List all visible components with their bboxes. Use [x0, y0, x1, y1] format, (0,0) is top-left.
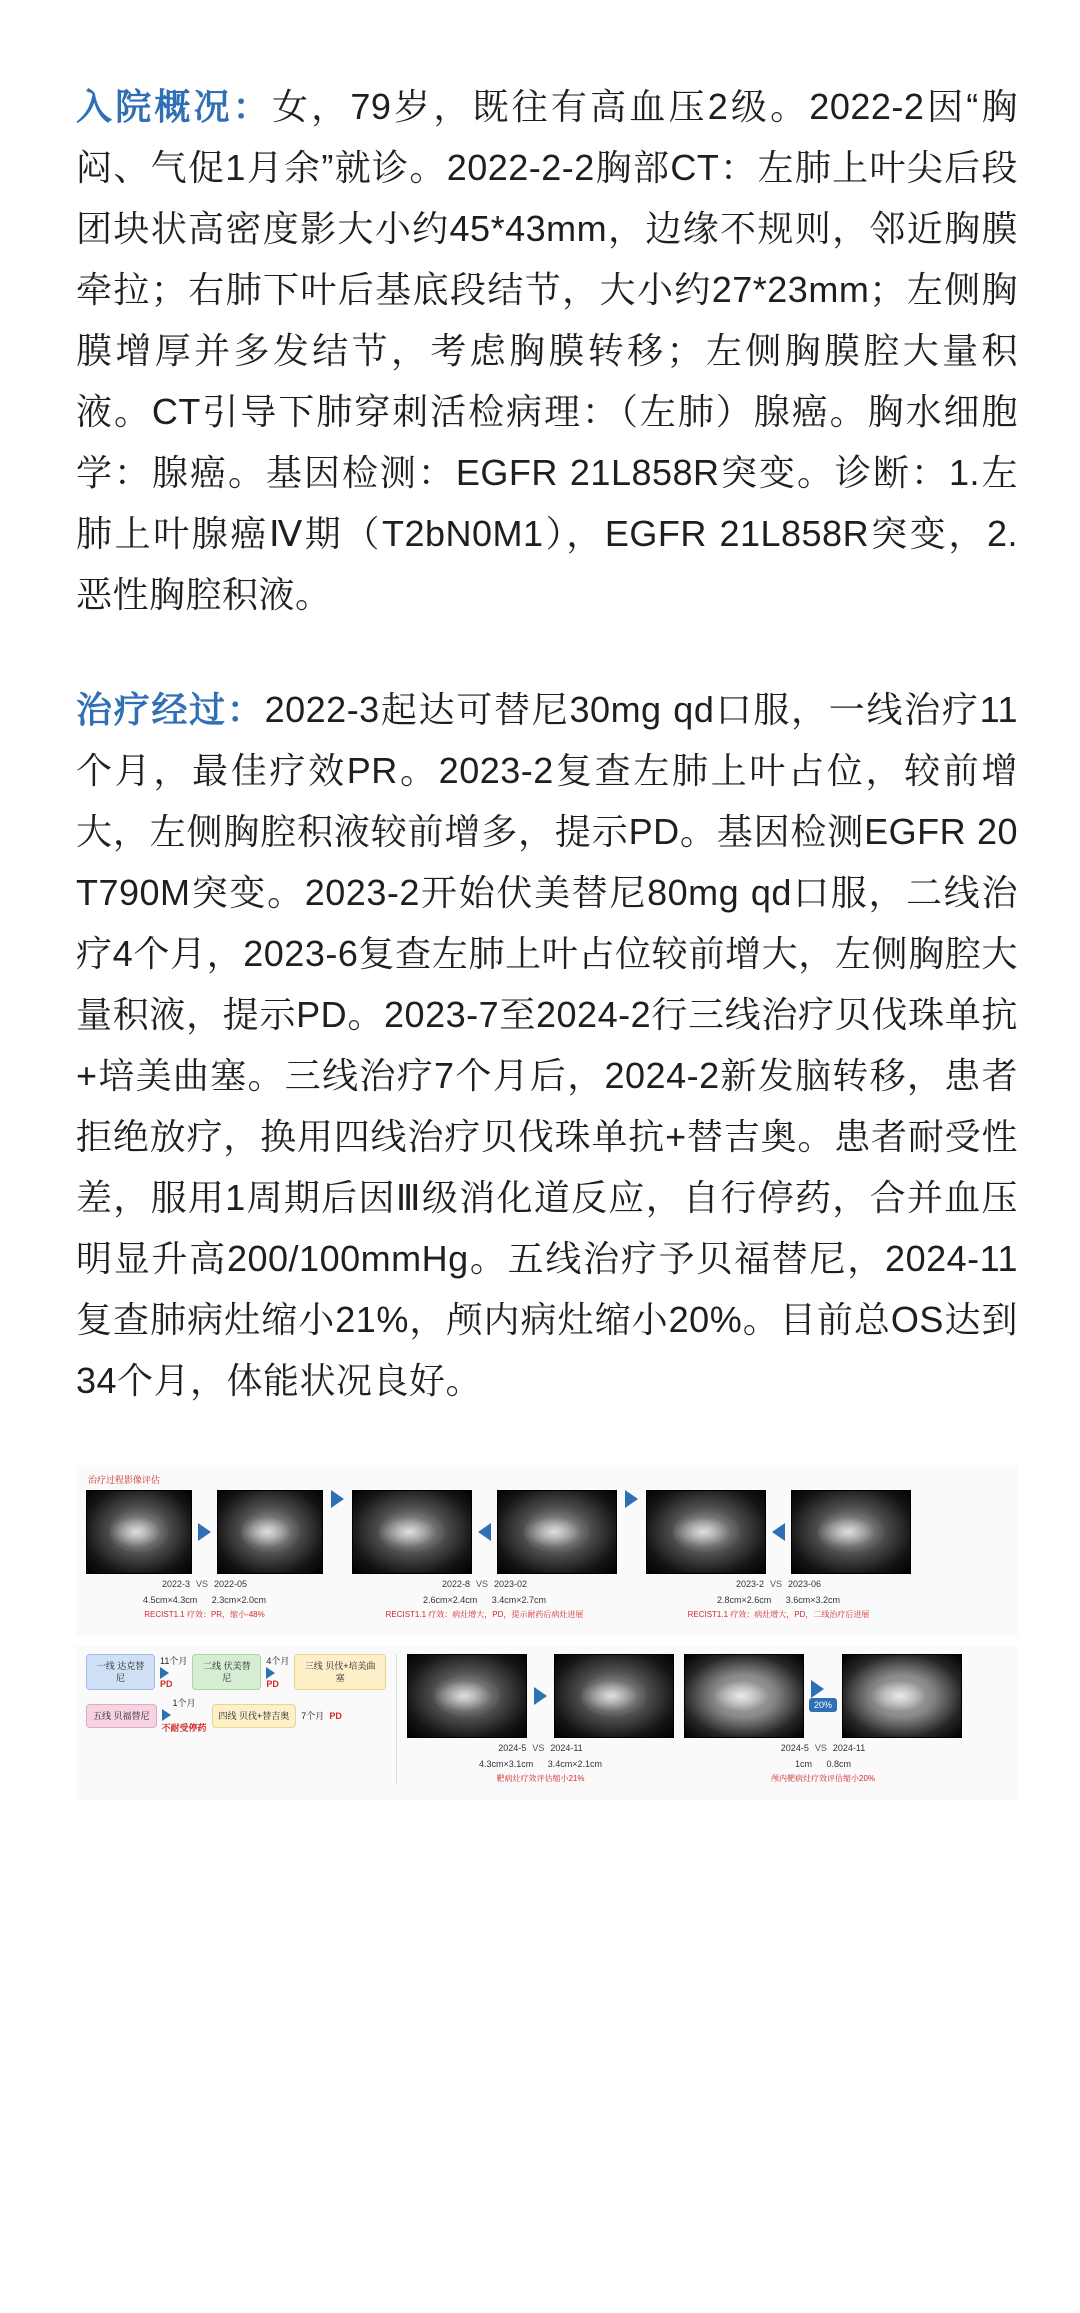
arrow-right-icon — [266, 1667, 275, 1679]
brain-image-pair-group — [684, 1654, 962, 1784]
lung-pair-sizes — [479, 1758, 602, 1770]
ct-right-label: 2023-02 — [494, 1579, 528, 1589]
reduction-badge-wrap — [809, 1680, 837, 1712]
ct-image — [86, 1490, 192, 1574]
arrow-left-icon — [772, 1523, 785, 1541]
treatment-flow-diagram — [86, 1654, 386, 1742]
section-admission — [76, 76, 1018, 625]
flow-line-first — [86, 1654, 386, 1690]
brain-pair-note: 颅内靶病灶疗效评估缩小20% — [771, 1774, 876, 1783]
size-divider — [197, 1595, 212, 1605]
ct-image — [554, 1654, 674, 1738]
ct-pair-caption — [162, 1578, 247, 1590]
ct-left-size: 4.5cm×4.3cm — [142, 1595, 198, 1605]
ct-image — [497, 1490, 617, 1574]
lung-image-pair — [407, 1654, 674, 1738]
ct-pair-note: RECIST1.1 疗效：PR，缩小-48% — [144, 1610, 265, 1619]
flow-duration-2-text: 4个月 — [266, 1655, 290, 1666]
flow-duration-3-text: 1个月 — [172, 1698, 196, 1708]
ct-right-size: 3.6cm×3.2cm — [785, 1595, 841, 1605]
ct-image — [352, 1490, 472, 1574]
admission-lead-label: 入院概况： — [76, 86, 272, 127]
ct-group — [86, 1490, 323, 1620]
ct-group — [646, 1490, 911, 1620]
flow-duration-1 — [160, 1656, 187, 1689]
arrow-left-icon — [478, 1523, 491, 1541]
brain-left-label: 2024-5 — [780, 1743, 809, 1753]
ct-image-pair — [646, 1490, 911, 1574]
vs-label: VS — [195, 1579, 208, 1589]
ct-right-label: 2022-05 — [214, 1579, 248, 1589]
ct-group — [352, 1490, 617, 1620]
arrow-right-icon — [160, 1667, 169, 1679]
treatment-paragraph — [76, 679, 1018, 1411]
lung-right-size: 3.4cm×2.1cm — [547, 1759, 603, 1769]
admission-body-text: 女，79岁，既往有高血压2级。2022-2因“胸闷、气促1月余”就诊。2022-2-2胸部CT：左肺上叶尖后段团块状高密度影大小约45*43mm，边缘不规则，邻近胸膜牵拉；右肺下叶后基底段结节，大小约27*23mm；左侧胸膜增厚并多发结节，考虑胸膜转移；左侧胸膜腔大量积液。CT引导下肺穿刺活检病理：（左肺）腺癌。胸水细胞学：腺癌。基因检测：EGFR 21L858R突变。诊断：1.左肺上叶腺癌Ⅳ期（T2bN0M1），EGFR 21L858R突变，2.恶性胸腔积液。 — [76, 86, 1018, 615]
ct-image — [217, 1490, 323, 1574]
ct-image — [791, 1490, 911, 1574]
size-divider — [771, 1595, 786, 1605]
ct-pair-note: RECIST1.1 疗效：病灶增大，PD，二线治疗后进展 — [687, 1610, 870, 1619]
flow-node-line2: 二线 伏美替尼 — [192, 1654, 261, 1690]
ct-left-label: 2022-3 — [161, 1579, 190, 1589]
flow-node-line5: 五线 贝福替尼 — [86, 1704, 157, 1728]
arrow-right-icon — [534, 1687, 547, 1705]
lung-pair-note: 靶病灶疗效评估缩小21% — [496, 1774, 585, 1783]
ct-pair-note: RECIST1.1 疗效：病灶增大，PD，提示耐药后病灶进展 — [385, 1610, 584, 1619]
flow-node-line4: 四线 贝伐+替吉奥 — [212, 1704, 297, 1728]
ct-left-size: 2.6cm×2.4cm — [422, 1595, 478, 1605]
flow-status-1: PD — [160, 1678, 173, 1689]
brain-pair-sizes — [795, 1758, 851, 1770]
imaging-figure — [76, 1465, 1018, 1800]
arrow-right-icon — [198, 1523, 211, 1541]
mri-image — [684, 1654, 804, 1738]
ct-right-size: 2.3cm×2.0cm — [211, 1595, 267, 1605]
ct-group-list — [86, 1490, 1008, 1620]
figure-row1-title: 治疗过程影像评估 — [88, 1475, 161, 1485]
flow-node-line3: 三线 贝伐+培美曲塞 — [294, 1654, 386, 1690]
brain-pair-caption — [781, 1742, 865, 1754]
size-divider — [477, 1595, 492, 1605]
ct-left-size: 2.8cm×2.6cm — [716, 1595, 772, 1605]
treatment-body-text: 2022-3起达可替尼30mg qd口服，一线治疗11个月，最佳疗效PR。2023-2复查左肺上叶占位，较前增大，左侧胸腔积液较前增多，提示PD。基因检测EGFR 20 T790M突变。2023-2开始伏美替尼80mg qd口服，二线治疗4个月，2023-6复查左肺上叶占位较前增大，左侧胸腔大量积液，提示PD。2023-7至2024-2行三线治疗贝伐珠单抗+培美曲塞。三线治疗7个月后，2024-2新发脑转移，患者拒绝放疗，换用四线治疗贝伐珠单抗+替吉奥。患者耐受性差，服用1周期后因Ⅲ级消化道反应，自行停药，合并血压明显升高200/100mmHg。五线治疗予贝福替尼，2024-11复查肺病灶缩小21%，颅内病灶缩小20%。目前总OS达到34个月，体能状况良好。 — [76, 689, 1018, 1401]
arrow-left-icon — [162, 1709, 171, 1721]
arrow-right-icon — [625, 1490, 638, 1508]
figure-divider — [396, 1654, 397, 1784]
ct-pair-sizes — [423, 1594, 546, 1606]
status-badge: 20% — [809, 1698, 837, 1712]
ct-left-label: 2022-8 — [441, 1579, 470, 1589]
vs-label: VS — [475, 1579, 488, 1589]
flow-node-line1: 一线 达克替尼 — [86, 1654, 155, 1690]
flow-duration-1-text: 11个月 — [160, 1655, 188, 1666]
ct-right-label: 2023-06 — [788, 1579, 822, 1589]
vs-label: VS — [769, 1579, 782, 1589]
brain-left-size: 1cm — [794, 1759, 812, 1769]
flow-status-4: PD — [329, 1711, 342, 1721]
flow-status-3: 不耐受停药 — [161, 1723, 207, 1733]
ct-image — [407, 1654, 527, 1738]
treatment-lead-label: 治疗经过： — [76, 689, 265, 730]
flow-duration-3 — [162, 1698, 207, 1734]
flow-line-second — [86, 1698, 386, 1734]
ct-pair-sizes — [143, 1594, 266, 1606]
flow-duration-2 — [266, 1656, 289, 1689]
vs-label: VS — [814, 1743, 827, 1753]
lung-left-size: 4.3cm×3.1cm — [478, 1759, 534, 1769]
lung-image-pair-group — [407, 1654, 674, 1784]
flow-status-2: PD — [266, 1678, 279, 1689]
flow-duration-4-text: 7个月 — [301, 1710, 325, 1721]
brain-right-size: 0.8cm — [826, 1759, 852, 1769]
ct-image-pair — [86, 1490, 323, 1574]
lung-pair-caption — [498, 1742, 582, 1754]
ct-image — [646, 1490, 766, 1574]
ct-left-label: 2023-2 — [735, 1579, 764, 1589]
vs-label: VS — [532, 1743, 545, 1753]
ct-right-size: 3.4cm×2.7cm — [491, 1595, 547, 1605]
figure-row-ct-series — [76, 1465, 1018, 1636]
lung-left-label: 2024-5 — [498, 1743, 527, 1753]
ct-image-pair — [352, 1490, 617, 1574]
brain-right-label: 2024-11 — [832, 1743, 866, 1753]
brain-image-pair — [684, 1654, 962, 1738]
ct-pair-caption — [736, 1578, 821, 1590]
arrow-right-icon — [811, 1680, 824, 1698]
admission-paragraph — [76, 76, 1018, 625]
mri-image — [842, 1654, 962, 1738]
lung-right-label: 2024-11 — [550, 1743, 583, 1753]
size-divider — [533, 1759, 548, 1769]
figure-row-treatment-flow — [76, 1646, 1018, 1800]
arrow-right-icon — [331, 1490, 344, 1508]
ct-pair-sizes — [717, 1594, 840, 1606]
ct-pair-caption — [442, 1578, 527, 1590]
section-treatment — [76, 679, 1018, 1411]
size-divider — [812, 1759, 827, 1769]
